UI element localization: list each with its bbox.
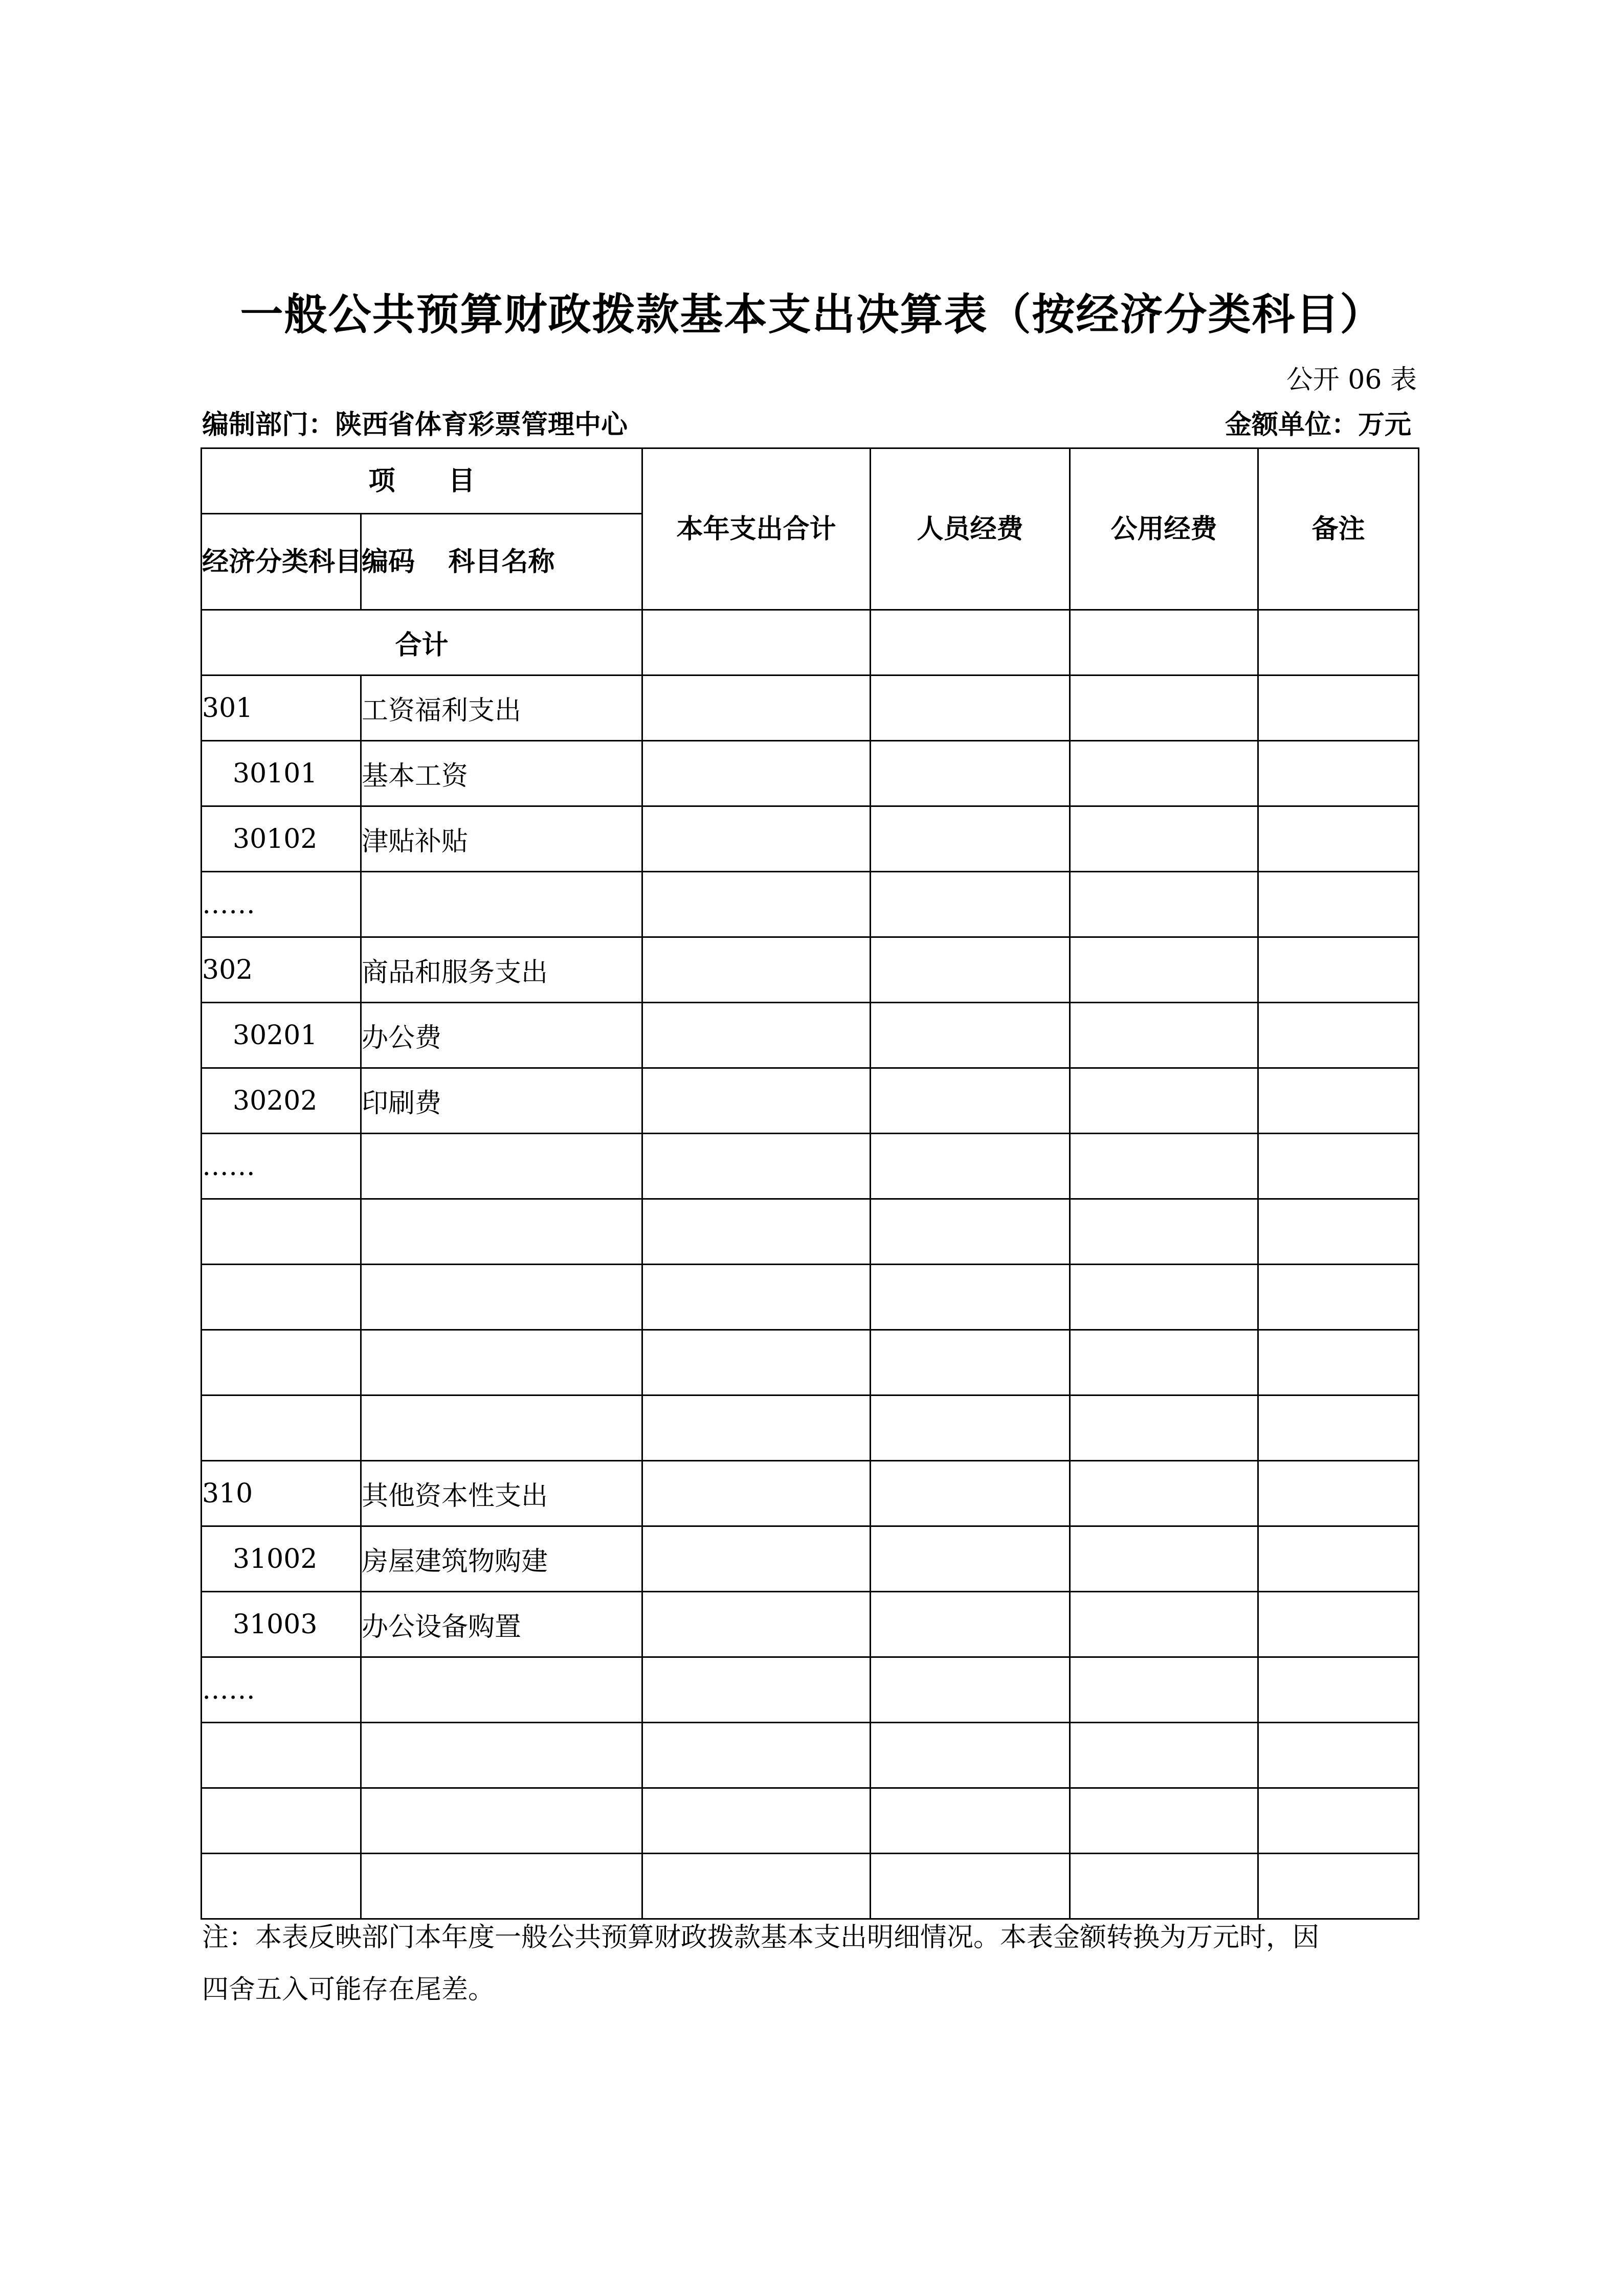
remark-cell bbox=[1258, 1395, 1419, 1461]
table-row bbox=[202, 1068, 1419, 1134]
table-row bbox=[202, 937, 1419, 1003]
public-cell bbox=[1070, 937, 1258, 1003]
remark-cell bbox=[1258, 676, 1419, 741]
code-cell bbox=[202, 1854, 361, 1919]
code-cell: 302 bbox=[202, 937, 361, 1003]
footnote-line: 四舍五入可能存在尾差。 bbox=[202, 1974, 495, 2005]
personnel-cell bbox=[871, 806, 1070, 872]
name-cell: 津贴补贴 bbox=[361, 806, 642, 872]
remark-cell bbox=[1258, 1134, 1419, 1199]
code-cell bbox=[202, 1265, 361, 1330]
name-cell bbox=[361, 1395, 642, 1461]
remark-cell bbox=[1258, 1657, 1419, 1723]
total-row bbox=[202, 610, 1419, 676]
form-number: 公开 06 表 bbox=[1286, 365, 1417, 395]
footnote-line: 注：本表反映部门本年度一般公共预算财政拨款基本支出明细情况。本表金额转换为万元时，因 bbox=[202, 1922, 1320, 1953]
remark-cell bbox=[1258, 741, 1419, 806]
name-cell: 房屋建筑物购建 bbox=[361, 1526, 642, 1592]
public-cell bbox=[1070, 1788, 1258, 1854]
header-public: 公用经费 bbox=[1070, 448, 1258, 610]
remark-cell bbox=[1258, 1723, 1419, 1788]
public-cell bbox=[1070, 1854, 1258, 1919]
table-row bbox=[202, 1265, 1419, 1330]
personnel-cell bbox=[871, 1592, 1070, 1657]
header-remark: 备注 bbox=[1258, 448, 1419, 610]
public-cell bbox=[1070, 676, 1258, 741]
header-personnel: 人员经费 bbox=[871, 448, 1070, 610]
header-code: 经济分类科目编码 bbox=[202, 514, 361, 610]
unit-label: 金额单位：万元 bbox=[1225, 410, 1411, 440]
total-cell bbox=[642, 1854, 871, 1919]
code-cell bbox=[202, 1395, 361, 1461]
total-cell bbox=[642, 741, 871, 806]
total-cell bbox=[642, 1134, 871, 1199]
total-cell bbox=[642, 1526, 871, 1592]
table-row bbox=[202, 1330, 1419, 1395]
table-row bbox=[202, 1854, 1419, 1919]
name-cell bbox=[361, 1265, 642, 1330]
table-row bbox=[202, 1592, 1419, 1657]
table-row bbox=[202, 741, 1419, 806]
personnel-cell bbox=[871, 676, 1070, 741]
name-cell: 办公设备购置 bbox=[361, 1592, 642, 1657]
name-cell: 工资福利支出 bbox=[361, 676, 642, 741]
personnel-cell bbox=[871, 1657, 1070, 1723]
table-row bbox=[202, 806, 1419, 872]
remark-cell bbox=[1258, 1265, 1419, 1330]
public-cell bbox=[1070, 1330, 1258, 1395]
total-cell bbox=[642, 1723, 871, 1788]
code-cell: …… bbox=[202, 872, 361, 937]
document-title: 一般公共预算财政拨款基本支出决算表（按经济分类科目） bbox=[240, 289, 1384, 340]
table-row bbox=[202, 1526, 1419, 1592]
remark-cell bbox=[1258, 937, 1419, 1003]
footnote bbox=[202, 1911, 1419, 2016]
total-cell bbox=[642, 1265, 871, 1330]
table-row bbox=[202, 1003, 1419, 1068]
remark-cell bbox=[1258, 1592, 1419, 1657]
table-row bbox=[202, 676, 1419, 741]
name-cell: 办公费 bbox=[361, 1003, 642, 1068]
remark-cell bbox=[1258, 610, 1419, 676]
header-name: 科目名称 bbox=[361, 514, 642, 610]
personnel-cell bbox=[871, 1330, 1070, 1395]
remark-cell bbox=[1258, 1461, 1419, 1526]
total-cell bbox=[642, 806, 871, 872]
total-cell bbox=[642, 1788, 871, 1854]
table-row bbox=[202, 1657, 1419, 1723]
remark-cell bbox=[1258, 1330, 1419, 1395]
personnel-cell bbox=[871, 1723, 1070, 1788]
total-cell bbox=[642, 1395, 871, 1461]
public-cell bbox=[1070, 741, 1258, 806]
personnel-cell bbox=[871, 1526, 1070, 1592]
table-row bbox=[202, 1395, 1419, 1461]
remark-cell bbox=[1258, 806, 1419, 872]
personnel-cell bbox=[871, 1461, 1070, 1526]
table-row bbox=[202, 1199, 1419, 1265]
remark-cell bbox=[1258, 872, 1419, 937]
public-cell bbox=[1070, 1134, 1258, 1199]
name-cell bbox=[361, 872, 642, 937]
personnel-cell bbox=[871, 1395, 1070, 1461]
personnel-cell bbox=[871, 1788, 1070, 1854]
personnel-cell bbox=[871, 1134, 1070, 1199]
total-cell bbox=[642, 1461, 871, 1526]
personnel-cell bbox=[871, 610, 1070, 676]
total-cell bbox=[642, 1330, 871, 1395]
total-cell bbox=[642, 1068, 871, 1134]
name-cell bbox=[361, 1723, 642, 1788]
total-cell bbox=[642, 937, 871, 1003]
header-item: 项 目 bbox=[202, 448, 642, 514]
remark-cell bbox=[1258, 1788, 1419, 1854]
code-cell: 31002 bbox=[202, 1526, 361, 1592]
remark-cell bbox=[1258, 1199, 1419, 1265]
name-cell: 基本工资 bbox=[361, 741, 642, 806]
personnel-cell bbox=[871, 1068, 1070, 1134]
name-cell bbox=[361, 1657, 642, 1723]
total-cell bbox=[642, 1592, 871, 1657]
code-cell: …… bbox=[202, 1657, 361, 1723]
expenditure-table bbox=[201, 447, 1419, 1920]
public-cell bbox=[1070, 610, 1258, 676]
public-cell bbox=[1070, 1003, 1258, 1068]
total-cell bbox=[642, 872, 871, 937]
name-cell bbox=[361, 1134, 642, 1199]
name-cell bbox=[361, 1788, 642, 1854]
table-row bbox=[202, 872, 1419, 937]
personnel-cell bbox=[871, 1199, 1070, 1265]
public-cell bbox=[1070, 806, 1258, 872]
code-cell: 30102 bbox=[202, 806, 361, 872]
total-cell bbox=[642, 676, 871, 741]
table-row bbox=[202, 1461, 1419, 1526]
public-cell bbox=[1070, 1526, 1258, 1592]
department-label: 编制部门：陕西省体育彩票管理中心 bbox=[202, 410, 628, 440]
table-header bbox=[202, 448, 1419, 610]
name-cell bbox=[361, 1199, 642, 1265]
code-cell: 31003 bbox=[202, 1592, 361, 1657]
name-cell: 其他资本性支出 bbox=[361, 1461, 642, 1526]
name-cell: 商品和服务支出 bbox=[361, 937, 642, 1003]
public-cell bbox=[1070, 872, 1258, 937]
public-cell bbox=[1070, 1068, 1258, 1134]
remark-cell bbox=[1258, 1854, 1419, 1919]
name-cell bbox=[361, 1854, 642, 1919]
name-cell bbox=[361, 1330, 642, 1395]
table-row bbox=[202, 1723, 1419, 1788]
table-body bbox=[202, 610, 1419, 1919]
header-total: 本年支出合计 bbox=[642, 448, 871, 610]
code-cell: 301 bbox=[202, 676, 361, 741]
personnel-cell bbox=[871, 1854, 1070, 1919]
personnel-cell bbox=[871, 937, 1070, 1003]
total-cell bbox=[642, 610, 871, 676]
code-cell bbox=[202, 1330, 361, 1395]
total-cell bbox=[642, 1657, 871, 1723]
meta-row bbox=[202, 406, 1415, 444]
personnel-cell bbox=[871, 872, 1070, 937]
public-cell bbox=[1070, 1657, 1258, 1723]
code-cell bbox=[202, 1788, 361, 1854]
personnel-cell bbox=[871, 741, 1070, 806]
public-cell bbox=[1070, 1265, 1258, 1330]
table-row bbox=[202, 1134, 1419, 1199]
personnel-cell bbox=[871, 1003, 1070, 1068]
total-label: 合计 bbox=[202, 610, 642, 676]
code-cell bbox=[202, 1723, 361, 1788]
code-cell: 30202 bbox=[202, 1068, 361, 1134]
total-cell bbox=[642, 1003, 871, 1068]
remark-cell bbox=[1258, 1526, 1419, 1592]
public-cell bbox=[1070, 1592, 1258, 1657]
table-row bbox=[202, 1788, 1419, 1854]
total-cell bbox=[642, 1199, 871, 1265]
public-cell bbox=[1070, 1723, 1258, 1788]
remark-cell bbox=[1258, 1068, 1419, 1134]
public-cell bbox=[1070, 1395, 1258, 1461]
personnel-cell bbox=[871, 1265, 1070, 1330]
public-cell bbox=[1070, 1199, 1258, 1265]
code-cell: 30101 bbox=[202, 741, 361, 806]
public-cell bbox=[1070, 1461, 1258, 1526]
code-cell: 30201 bbox=[202, 1003, 361, 1068]
remark-cell bbox=[1258, 1003, 1419, 1068]
code-cell bbox=[202, 1199, 361, 1265]
code-cell: …… bbox=[202, 1134, 361, 1199]
code-cell: 310 bbox=[202, 1461, 361, 1526]
name-cell: 印刷费 bbox=[361, 1068, 642, 1134]
